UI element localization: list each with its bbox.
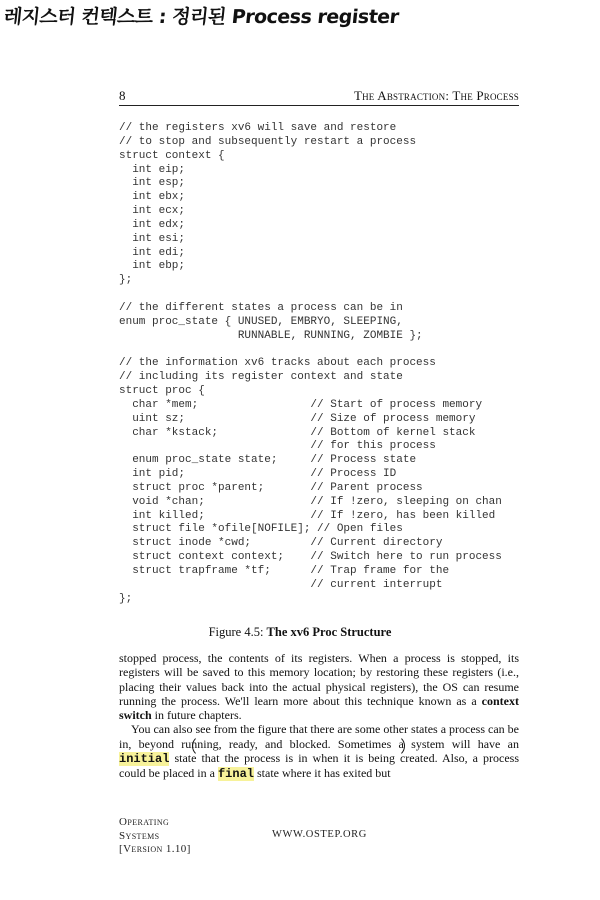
body-text <box>119 651 519 782</box>
handwritten-circle-mark <box>192 735 405 757</box>
footer-line-1: Operating <box>119 816 170 828</box>
footer-line-2: Systems <box>119 829 160 842</box>
handwritten-annotation: 레지스터 컨텍스트 : 정리된 Process register <box>2 6 400 28</box>
code-line: struct trapframe *tf; // Trap frame for the <box>119 565 450 577</box>
code-line: int ebp; <box>119 260 186 273</box>
p1-text-before: stopped process, the contents of its registers. When a process is stopped, its registers will be saved to this memory location; by restoring these registers (i.e., placing their values back into the actual physical registers), the OS can resume running the process. We'll learn more about this technique known as a <box>119 651 519 708</box>
highlight-final: final <box>217 767 254 782</box>
code-line: int eip; <box>119 163 186 176</box>
code-line: char *kstack; // Bottom of kernel stack <box>119 426 476 439</box>
figure-caption <box>0 625 600 640</box>
code-line: RUNNABLE, RUNNING, ZOMBIE }; <box>119 329 423 342</box>
paragraph-1 <box>119 651 519 722</box>
p2-text-3: state where it has exited but <box>253 766 391 781</box>
highlight-initial: initial <box>119 752 170 767</box>
term-context-switch: context switch <box>119 693 519 723</box>
code-line: int edx; <box>119 218 186 231</box>
code-line: int ebx; <box>119 191 186 204</box>
code-line: int esi; <box>119 232 186 245</box>
caption-prefix: Figure 4.5: <box>208 625 267 639</box>
code-line: struct context { <box>119 149 225 162</box>
code-line: int edi; <box>119 246 186 259</box>
code-line: int killed; // If !zero, has been killed <box>119 509 496 522</box>
header-rule <box>119 105 519 106</box>
caption-title: The xv6 Proc Structure <box>266 625 392 639</box>
code-line: // including its register context and state <box>119 371 403 384</box>
code-line: }; <box>119 274 133 287</box>
code-line: // the registers xv6 will save and restore <box>119 122 397 134</box>
p2-text-2: state that the process is in when it is being created. Also, a process could be placed in a <box>119 751 519 781</box>
running-title: The Abstraction: The Process <box>353 88 519 103</box>
code-line: int esp; <box>119 177 186 190</box>
code-line: // current interrupt <box>119 578 443 591</box>
code-line: uint sz; // Size of process memory <box>119 412 476 425</box>
p1-text-after: in future chapters. <box>151 708 242 723</box>
code-line: int ecx; <box>119 205 186 218</box>
code-line: char *mem; // Start of process memory <box>119 398 483 411</box>
footer-url: WWW.OSTEP.ORG <box>272 829 367 840</box>
code-line: // the different states a process can be in <box>119 301 403 314</box>
code-line: int pid; // Process ID <box>119 468 397 481</box>
code-line: // to stop and subsequently restart a process <box>119 135 417 148</box>
footer-book-title <box>119 816 191 857</box>
p2-text-1: You can also see from the figure that there are some other states a process can be in, beyond running, ready, and blocked. Sometimes a system will have an <box>119 722 519 751</box>
code-line: void *chan; // If !zero, sleeping on chan <box>119 495 502 508</box>
code-line <box>119 288 502 302</box>
code-line: struct file *ofile[NOFILE]; // Open files <box>119 523 403 536</box>
code-line: struct proc { <box>119 385 205 398</box>
code-line: struct inode *cwd; // Current directory <box>119 537 443 550</box>
code-line: // the information xv6 tracks about each process <box>119 357 436 370</box>
page-number: 8 <box>119 88 126 103</box>
code-listing <box>119 122 502 607</box>
code-line: // for this process <box>119 440 436 453</box>
footer-version: [Version 1.10] <box>119 843 191 855</box>
code-line: enum proc_state { UNUSED, EMBRYO, SLEEPING, <box>119 315 403 328</box>
code-line: enum proc_state state; // Process state <box>119 454 417 467</box>
code-line: struct proc *parent; // Parent process <box>119 481 423 494</box>
code-line <box>119 344 502 358</box>
code-line: struct context context; // Switch here to run process <box>119 551 502 564</box>
code-line: }; <box>119 592 133 605</box>
